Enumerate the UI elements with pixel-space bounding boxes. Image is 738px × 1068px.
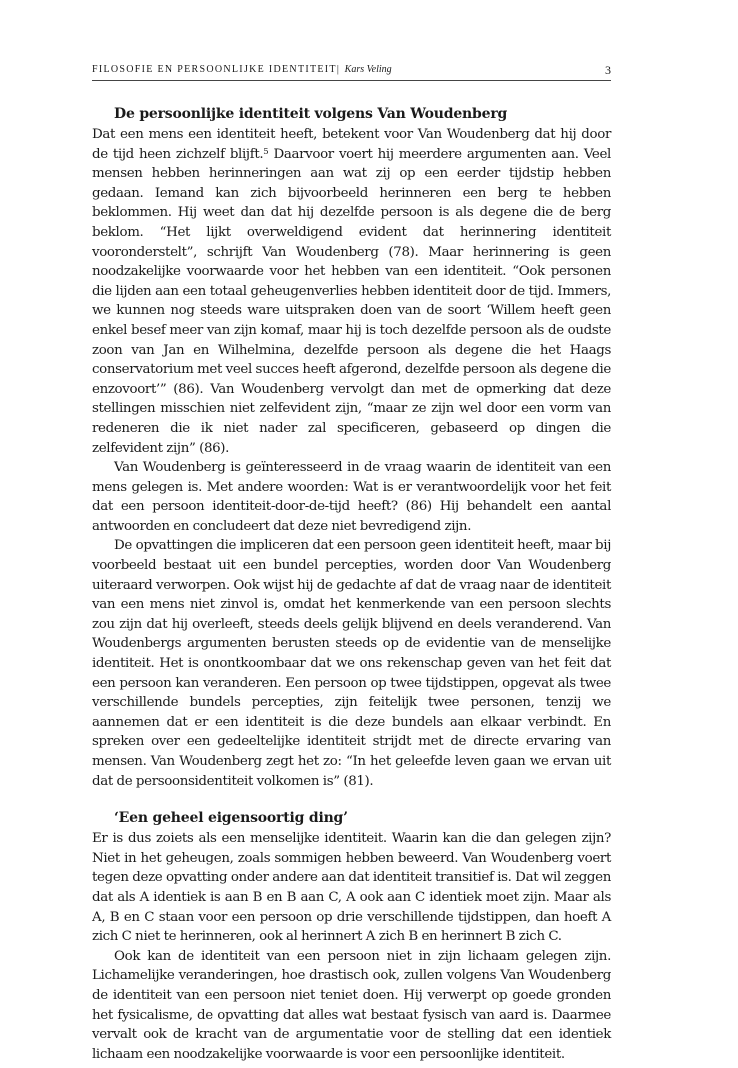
page-number: 3: [605, 63, 611, 77]
header-rule: [92, 80, 611, 81]
paragraph: Ook kan de identiteit van een persoon niet in zijn lichaam gelegen zijn. Lichamelijke veranderingen, hoe drastisch ook, zullen volgens Van Woudenberg de identiteit van een persoon niet teniet doen. Hij verwerpt op goede gronden het fysicalisme, de opvatting dat alles wat bestaat fysisch van aard is. Daarmee vervalt ook de kracht van de argumentatie voor de stelling dat een identiek lichaam een noodzakelijke voorwaarde is voor een persoonlijke identiteit.: [92, 948, 611, 1062]
header-separator: |: [336, 64, 339, 75]
header-author: Kars Veling: [344, 64, 392, 75]
running-title-line: [92, 64, 392, 76]
paragraph: Van Woudenberg is geïnteresseerd in de vraag waarin de identiteit van een mens gelegen is. Met andere woorden: Wat is er verantwoordelijk voor het feit dat een persoon identiteit-door-de-tijd heeft? (86) Hij behandelt een aantal antwoorden en concludeert dat deze niet bevredigend zijn.: [92, 460, 611, 534]
paragraph: Dat een mens een identiteit heeft, betekent voor Van Woudenberg dat hij door de tijd heen zichzelf blijft.$^5$ Daarvoor voert hij meerdere argumenten aan. Veel mensen hebben herinneringen aan wat zij op een eerder tijdstip hebben gedaan. Iemand kan zich bijvoorbeeld herinneren een berg te hebben beklommen. Hij weet dan dat hij dezelfde persoon is als degene die de berg beklom. “Het lijkt overweldigend evident dat herinnering identiteit vooronderstelt”, schrijft Van Woudenberg (78). Maar herinnering is geen noodzakelijke voorwaarde voor het hebben van een identiteit. “Ook personen die lijden aan een totaal geheugenverlies hebben identiteit door de tijd. Immers, we kunnen nog steeds ware uitspraken doen van de soort ‘Willem heeft geen enkel besef meer van zijn komaf, maar hij is toch dezelfde persoon als de oudste zoon van Jan en Wilhelmina, dezelfde persoon als degene die het Haags conservatorium met veel succes heeft afgerond, dezelfde persoon als degene die enzovoort’” (86). Van Woudenberg vervolgt dan met de opmerking dat deze stellingen misschien niet zelfevident zijn, “maar ze zijn wel door een vorm van redeneren die ik niet nader zal specificeren, gebaseerd op dingen die zelfevident zijn” (86).: [92, 127, 611, 456]
footnote-ref[interactable]: 5: [263, 146, 269, 157]
paragraph: Er is dus zoiets als een menselijke identiteit. Waarin kan die dan gelegen zijn? Niet in het geheugen, zoals sommigen hebben beweerd. Van Woudenberg voert tegen deze opvatting onder andere aan dat identiteit transitief is. Dat wil zeggen dat als A identiek is aan B en B aan C, A ook aan C identiek moet zijn. Maar als A, B en C staan voor een persoon op drie verschillende tijdstippen, dan hoeft A zich C niet te herinneren, ook al herinnert A zich B en herinnert B zich C.: [92, 831, 611, 945]
main-text: [92, 103, 611, 1064]
section-heading: ‘Een geheel eigensoortig ding’: [114, 810, 348, 827]
running-header: [92, 64, 611, 78]
running-title: FILOSOFIE EN PERSOONLIJKE IDENTITEIT: [92, 64, 337, 75]
paragraph: De opvattingen die impliceren dat een persoon geen identiteit heeft, maar bij voorbeeld bestaat uit een bundel percepties, worden door Van Woudenberg uiteraard verworpen. Ook wijst hij de gedachte af dat de vraag naar de identiteit van een mens niet zinvol is, omdat het kenmerkende van een persoon slechts zou zijn dat hij overleeft, steeds deels gelijk blijvend en deels veranderend. Van Woudenbergs argumenten berusten steeds op de evidentie van de menselijke identiteit. Het is onontkoombaar dat we ons rekenschap geven van het feit dat een persoon kan veranderen. Een persoon op twee tijdstippen, opgevat als twee verschillende bundels percepties, zijn feitelijk twee personen, tenzij we aannemen dat er een identiteit is die deze bundels aan elkaar verbindt. En spreken over een gedeeltelijke identiteit strijdt met de directe ervaring van mensen. Van Woudenberg zegt het zo: “In het geleefde leven gaan we ervan uit dat de persoonsidentiteit volkomen is” (81).: [92, 538, 611, 789]
section-heading: De persoonlijke identiteit volgens Van Woudenberg: [114, 106, 508, 122]
